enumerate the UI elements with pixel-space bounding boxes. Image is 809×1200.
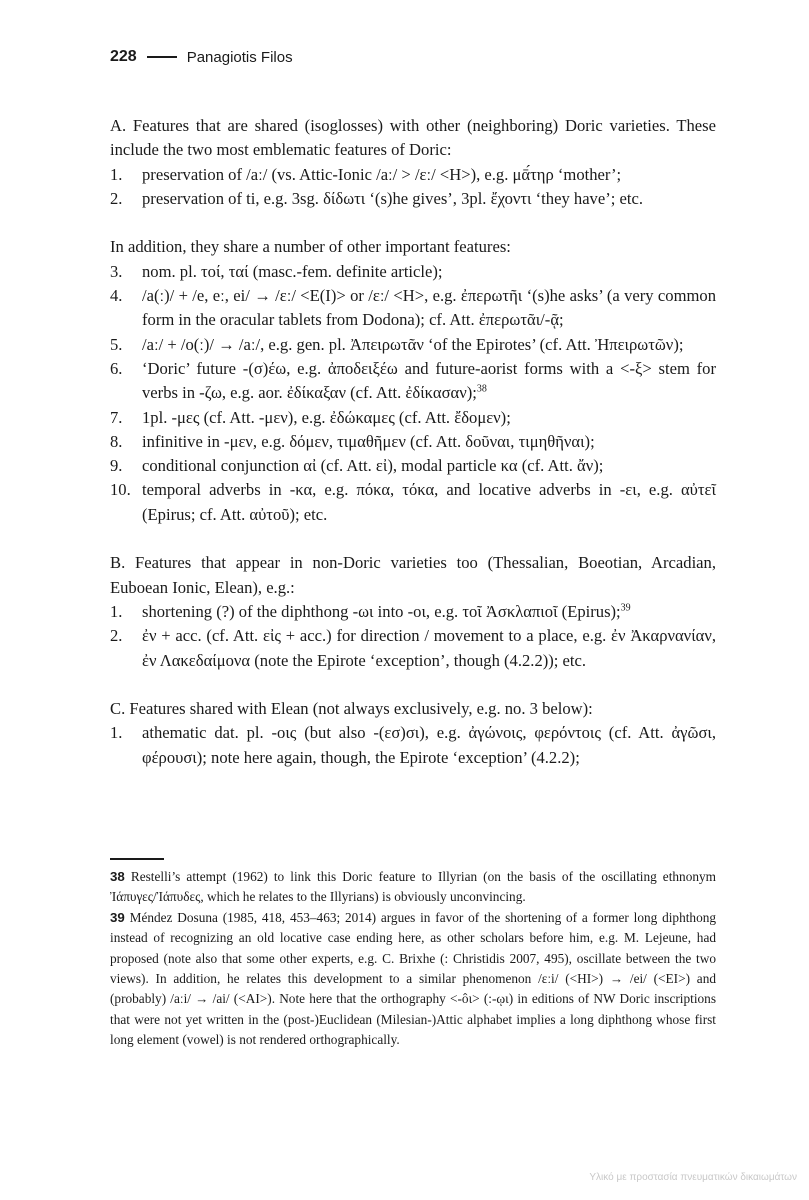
item-number: 3.	[110, 261, 123, 281]
item-text: preservation of /aː/ (vs. Attic-Ionic /aː/ > /ɛː/ <H>), e.g. μᾱ́τηρ ‘mother’;	[142, 164, 622, 184]
item-text: /aː/ + /o(ː)/ → /aː/, e.g. gen. pl. Ἀπειρωτᾶν ‘of the Epirotes’ (cf. Att. Ἠπειρωτῶν);	[142, 334, 684, 354]
list-item	[110, 478, 716, 527]
item-text: athematic dat. pl. -οις (but also -(εσ)σι), e.g. ἀγώνοις, φερόντοις (cf. Att. ἀγῶσι, φέρουσι); note here again, though, the Epirote ‘exception’ (4.2.2);	[142, 723, 716, 767]
running-head-author: Panagiotis Filos	[186, 48, 293, 66]
item-number: 5.	[110, 334, 123, 354]
item-text-body: shortening (?) of the diphthong -ωι into -οι, e.g. τοῖ Ἀσκλαπιοῖ (Epirus);	[142, 601, 621, 621]
item-text: 1pl. -μες (cf. Att. -μεν), e.g. ἐδώκαμες (cf. Att. ἔδομεν);	[142, 407, 511, 427]
running-header	[110, 48, 293, 66]
item-text: /a(ː)/ + /e, eː, ei/ → /ɛː/ <E(I)> or /ɛː/ <H>, e.g. ἐπερωτῆι ‘(s)he asks’ (a very common form in the oracular tablets from Dodona); cf. Att. ἐπερωτᾶι/-ᾷ;	[142, 286, 716, 330]
item-text: conditional conjunction αἰ (cf. Att. εἰ), modal particle κα (cf. Att. ἄν);	[142, 456, 604, 476]
list-item	[110, 163, 716, 187]
footnote-text: Méndez Dosuna (1985, 418, 453–463; 2014) argues in favor of the shortening of a former long diphthong instead of recognizing an old locative case ending here, as other scholars before him, e.g. M. Lejeune, had proposed (note also that some other experts, e.g. C. Brixhe (: Christidis 2007, 495), oscillate between the two views). In addition, he relates this development to a similar phenomenon /ɛːi/ (<HI>) → /ei/ (<EI>) and (probably) /aːi/ → /ai/ (<AI>). Note here that the orthography <-ôι> (:-ῳι) in editions of NW Doric inscriptions that were not yet written in the (post-)Euclidean (Milesian-)Attic alphabet implies a long diphthong whose first long element (vowel) is not rendered orthographically.	[110, 909, 717, 1048]
list-item	[110, 430, 716, 454]
shared-features-intro: In addition, they share a number of other important features:	[110, 237, 511, 257]
item-text: temporal adverbs in -κα, e.g. πόκα, τόκα, and locative adverbs in -ει, e.g. αὐτεῖ (Epirus; cf. Att. αὐτοῦ); etc.	[142, 480, 716, 524]
item-number: 2.	[110, 188, 123, 208]
footnote-ref-38[interactable]: 38	[476, 383, 487, 395]
section-a-intro: A. Features that are shared (isoglosses) with other (neighboring) Doric varieties. These include the two most emblematic features of Doric:	[110, 116, 716, 160]
list-item	[110, 187, 716, 211]
footnote-number: 39	[110, 909, 125, 925]
item-number: 4.	[110, 286, 123, 306]
header-rule	[147, 56, 177, 58]
section-b-intro: B. Features that appear in non-Doric varieties too (Thessalian, Boeotian, Arcadian, Euboean Ionic, Elean), e.g.:	[110, 553, 716, 597]
list-item	[110, 624, 716, 673]
list-item	[110, 721, 716, 770]
footnotes	[110, 867, 716, 1051]
section-c-intro: C. Features shared with Elean (not always exclusively, e.g. no. 3 below):	[110, 699, 593, 719]
page-number: 228	[110, 48, 137, 65]
list-item	[110, 406, 716, 430]
list-item	[110, 357, 716, 406]
footnote-text: Restelli’s attempt (1962) to link this Doric feature to Illyrian (on the basis of the oscillating ethnonym Ἰάπυγες/Ἰάπυδες, which he relates to the Illyrians) is obviously unconvincing.	[110, 869, 716, 905]
footnote-rule	[110, 858, 164, 860]
list-item	[110, 333, 716, 357]
copyright-watermark: Υλικό με προστασία πνευματικών δικαιωμάτων	[589, 1172, 797, 1183]
list-item	[110, 260, 716, 284]
footnote	[110, 908, 716, 1051]
list-item	[110, 284, 716, 333]
item-text: ἐν + acc. (cf. Att. εἰς + acc.) for direction / movement to a place, e.g. ἐν Ἀκαρνανίαν, ἐν Λακεδαίμονα (note the Epirote ‘exception’, though (4.2.2)); etc.	[142, 626, 716, 670]
item-number: 1.	[110, 723, 123, 743]
item-number: 6.	[110, 358, 123, 378]
footnote	[110, 867, 716, 908]
list-item	[110, 454, 716, 478]
item-text	[142, 600, 716, 624]
footnote-number: 38	[110, 869, 125, 884]
item-text: nom. pl. τοί, ταί (masc.-fem. definite article);	[142, 261, 443, 281]
item-number: 7.	[110, 407, 123, 427]
item-number: 8.	[110, 431, 123, 451]
item-text: infinitive in -μεν, e.g. δόμεν, τιμαθῆμεν (cf. Att. δοῦναι, τιμηθῆναι);	[142, 431, 595, 451]
item-text	[142, 357, 716, 406]
item-number: 10.	[110, 480, 131, 500]
list-item	[110, 600, 716, 624]
item-number: 1.	[110, 601, 123, 621]
main-text	[110, 114, 716, 770]
item-number: 2.	[110, 626, 123, 646]
footnote-ref-39[interactable]: 39	[620, 602, 631, 614]
item-text-body: ‘Doric’ future -(σ)έω, e.g. ἀποδειξέω and future-aorist forms with a <-ξ> stem for verbs in -ζω, e.g. aor. ἐδίκαξαν (cf. Att. ἐδίκασαν);	[142, 358, 716, 403]
item-number: 9.	[110, 456, 123, 476]
item-number: 1.	[110, 164, 123, 184]
item-text: preservation of ti, e.g. 3sg. δίδωτι ‘(s)he gives’, 3pl. ἔχοντι ‘they have’; etc.	[142, 188, 643, 208]
